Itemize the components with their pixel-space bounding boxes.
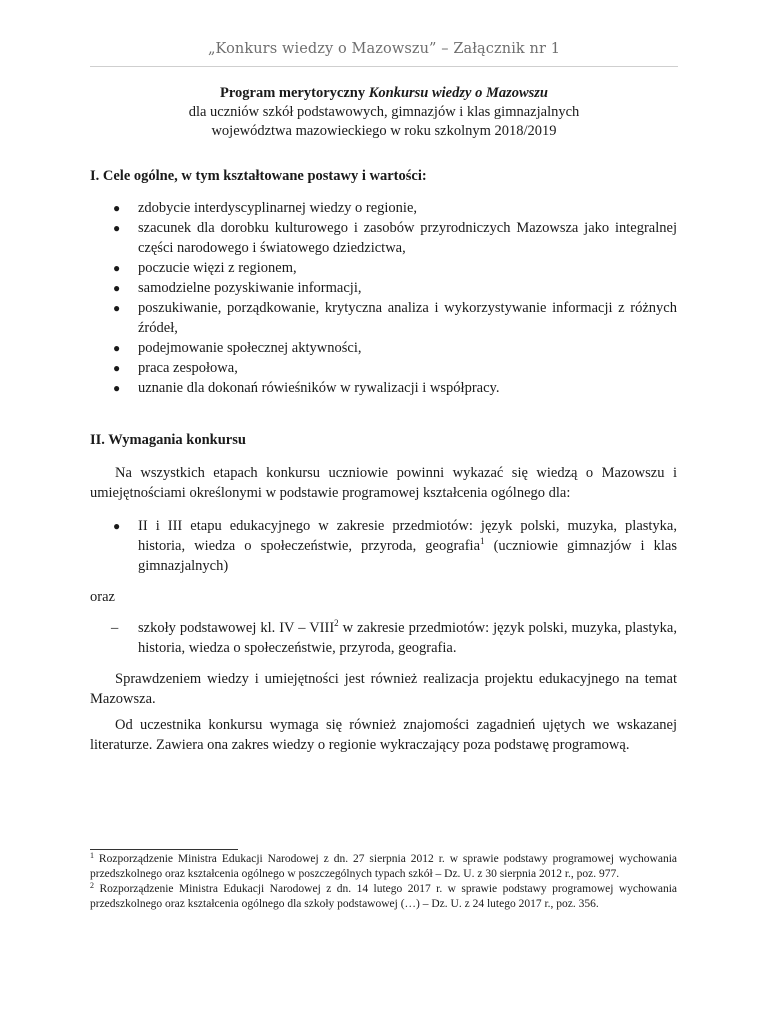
- list-item: ● samodzielne pozyskiwanie informacji,: [113, 280, 362, 296]
- footnote-ref-2: 2: [334, 618, 339, 628]
- list-item: ● zdobycie interdyscyplinarnej wiedzy o regionie,: [113, 200, 418, 216]
- literature-paragraph: Od uczestnika konkursu wymaga się również znajomości zagadnień ujętych we wskazanej literaturze. Zawiera ona zakres wiedzy o regionie wykraczający poza podstawę programową.: [90, 717, 677, 753]
- section-2-list: [90, 516, 677, 576]
- project-paragraph: Sprawdzeniem wiedzy i umiejętności jest również realizacja projektu edukacyjnego na temat Mazowsza.: [90, 671, 677, 707]
- title-line-2: dla uczniów szkół podstawowych, gimnazjów i klas gimnazjalnych: [188, 104, 580, 120]
- title-line-1: [90, 84, 678, 103]
- footnote-ref-1: 1: [480, 536, 485, 546]
- bullet-icon: ●: [113, 301, 121, 315]
- list-item: ● poszukiwanie, porządkowanie, krytyczna analiza i wykorzystywanie informacji z różnych źródeł,: [113, 300, 677, 336]
- list-item: – szkoły podstawowej kl. IV – VIII$^2$ w zakresie przedmiotów: język polski, muzyka, plastyka, historia, wiedza o społeczeństwie, przyroda, geografia.: [111, 618, 677, 656]
- running-header: „Konkurs wiedzy o Mazowszu” – Załącznik nr 1: [207, 41, 561, 57]
- list-item: ● II i III etapu edukacyjnego w zakresie przedmiotów: język polski, muzyka, plastyka, historia, wiedza o społeczeństwie, przyroda, geografia$^1$ (uczniowie gimnazjów i klas gimnazjalnych): [113, 518, 677, 574]
- footnote-divider: [90, 849, 238, 850]
- document-title: [90, 84, 678, 141]
- title-italic: Konkursu wiedzy o Mazowszu: [368, 85, 548, 101]
- footnote-number: 1: [90, 851, 94, 860]
- list-item: ● podejmowanie społecznej aktywności,: [113, 340, 362, 356]
- title-line-3: województwa mazowieckiego w roku szkolnym 2018/2019: [211, 123, 557, 139]
- footnotes: [90, 852, 677, 912]
- footnote-number: 2: [90, 881, 94, 890]
- footnote-1: $^1$ Rozporządzenie Ministra Edukacji Narodowej z dn. 27 sierpnia 2012 r. w sprawie podstawy programowej wychowania przedszkolnego oraz kształcenia ogólnego w poszczególnych typach szkół – Dz. U. z 30 sierpnia 2012 r., poz. 977.: [90, 851, 677, 880]
- bullet-icon: ●: [113, 201, 121, 215]
- section-2-heading: II. Wymagania konkursu: [90, 432, 246, 448]
- header-divider: [90, 66, 678, 67]
- bullet-icon: ●: [113, 361, 121, 375]
- section-1-list: [90, 198, 677, 398]
- dash-icon: –: [111, 620, 119, 636]
- bullet-icon: ●: [113, 281, 121, 295]
- bullet-icon: ●: [113, 261, 121, 275]
- bullet-icon: ●: [113, 381, 121, 395]
- bullet-icon: ●: [113, 341, 121, 355]
- section-1-heading: I. Cele ogólne, w tym kształtowane postawy i wartości:: [90, 168, 427, 184]
- oraz-text: oraz: [90, 589, 115, 605]
- bullet-icon: ●: [113, 221, 121, 235]
- section-2-dash-list: [90, 618, 677, 658]
- bullet-icon: ●: [113, 519, 121, 533]
- list-item: ● szacunek dla dorobku kulturowego i zasobów przyrodniczych Mazowsza jako integralnej części narodowego i światowego dziedzictwa,: [113, 220, 677, 256]
- list-item: ● uznanie dla dokonań rówieśników w rywalizacji i współpracy.: [113, 380, 500, 396]
- list-item: ● poczucie więzi z regionem,: [113, 260, 297, 276]
- title-prefix: Program merytoryczny: [220, 85, 369, 101]
- footnote-2: $^2$ Rozporządzenie Ministra Edukacji Narodowej z dn. 14 lutego 2017 r. w sprawie podstawy programowej wychowania przedszkolnego oraz kształcenia ogólnego dla szkoły podstawowej (…) – Dz. U. z 24 lutego 2017 r., poz. 356.: [90, 881, 677, 910]
- list-item: ● praca zespołowa,: [113, 360, 238, 376]
- section-2-intro: Na wszystkich etapach konkursu uczniowie powinni wykazać się wiedzą o Mazowszu i umiejętnościami określonymi w podstawie programowej kształcenia ogólnego dla:: [90, 465, 677, 501]
